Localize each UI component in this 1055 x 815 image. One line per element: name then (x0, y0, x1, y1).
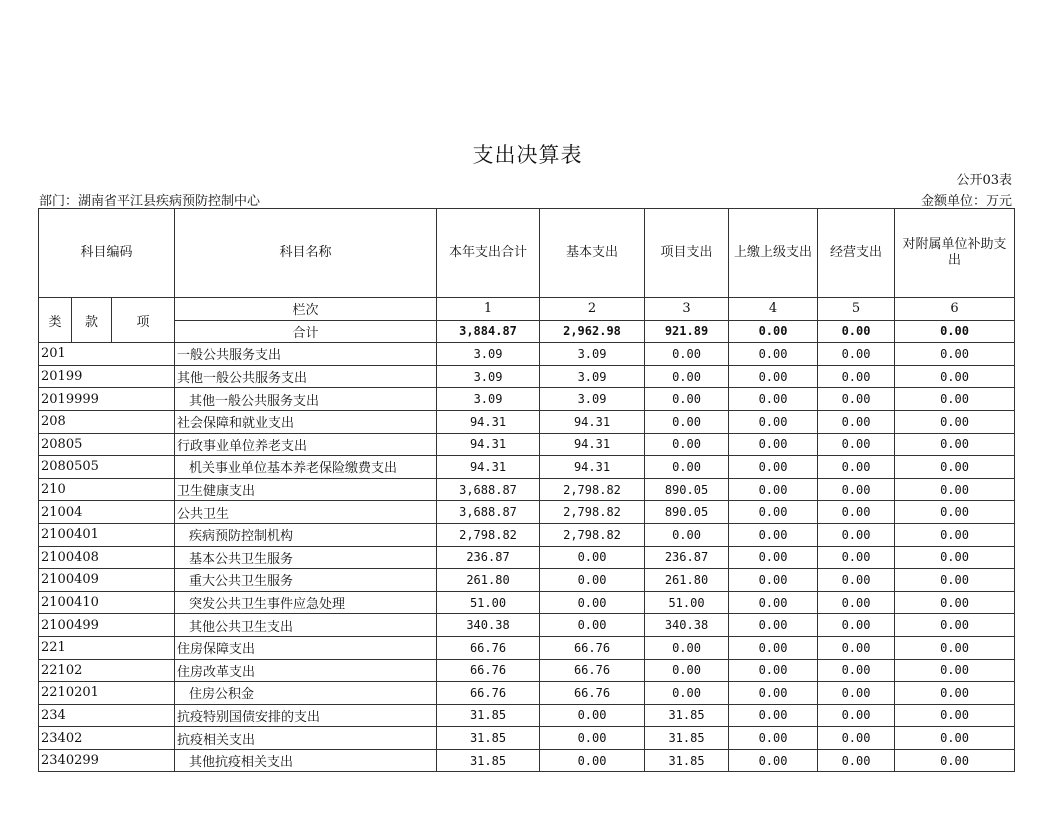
subject-name-cell: 基本公共卫生服务 (175, 546, 437, 569)
amount-cell: 3,688.87 (437, 501, 540, 524)
subject-name-cell: 住房公积金 (175, 682, 437, 705)
header-subject-code: 科目编码 (39, 209, 175, 298)
table-row (39, 388, 1015, 411)
header-subsidy: 对附属单位补助支出 (895, 209, 1015, 298)
amount-cell: 0.00 (895, 456, 1015, 479)
subject-code-cell: 2340299 (39, 749, 175, 772)
header-project: 项目支出 (645, 209, 729, 298)
table-row (39, 749, 1015, 772)
amount-cell: 0.00 (895, 343, 1015, 366)
amount-cell: 66.76 (540, 636, 645, 659)
amount-cell: 0.00 (818, 478, 895, 501)
amount-cell: 0.00 (818, 704, 895, 727)
subject-code-cell: 2080505 (39, 456, 175, 479)
amount-cell: 0.00 (895, 365, 1015, 388)
table-row (39, 501, 1015, 524)
header-lei: 类 (39, 298, 72, 343)
subject-code-cell: 234 (39, 704, 175, 727)
amount-cell: 0.00 (895, 546, 1015, 569)
subject-code-cell: 2019999 (39, 388, 175, 411)
subject-name-cell: 行政事业单位养老支出 (175, 433, 437, 456)
amount-cell: 66.76 (540, 659, 645, 682)
amount-cell: 0.00 (729, 727, 818, 750)
amount-cell: 2,798.82 (437, 523, 540, 546)
amount-cell: 0.00 (729, 523, 818, 546)
amount-cell: 94.31 (540, 433, 645, 456)
amount-cell: 94.31 (437, 433, 540, 456)
amount-cell: 66.76 (540, 682, 645, 705)
total-label: 合计 (175, 320, 437, 343)
header-kuan: 款 (72, 298, 112, 343)
header-upper: 上缴上级支出 (729, 209, 818, 298)
amount-cell: 0.00 (729, 569, 818, 592)
amount-cell: 66.76 (437, 659, 540, 682)
amount-cell: 0.00 (540, 591, 645, 614)
column-no: 3 (645, 298, 729, 321)
subject-name-cell: 公共卫生 (175, 501, 437, 524)
total-value: 0.00 (729, 320, 818, 343)
subject-code-cell: 2100408 (39, 546, 175, 569)
amount-cell: 890.05 (645, 501, 729, 524)
amount-cell: 66.76 (437, 636, 540, 659)
subject-name-cell: 机关事业单位基本养老保险缴费支出 (175, 456, 437, 479)
subject-code-cell: 2100401 (39, 523, 175, 546)
amount-cell: 0.00 (645, 433, 729, 456)
table-row (39, 365, 1015, 388)
amount-cell: 0.00 (895, 569, 1015, 592)
amount-cell: 0.00 (645, 343, 729, 366)
amount-cell: 0.00 (729, 682, 818, 705)
table-row (39, 614, 1015, 637)
amount-cell: 0.00 (895, 410, 1015, 433)
total-value: 921.89 (645, 320, 729, 343)
amount-cell: 0.00 (818, 433, 895, 456)
amount-cell: 51.00 (437, 591, 540, 614)
amount-cell: 3.09 (540, 388, 645, 411)
column-number-row (39, 298, 1015, 321)
amount-cell: 31.85 (437, 704, 540, 727)
amount-cell: 31.85 (437, 727, 540, 750)
column-no: 6 (895, 298, 1015, 321)
amount-cell: 0.00 (729, 388, 818, 411)
amount-cell: 31.85 (437, 749, 540, 772)
amount-cell: 0.00 (895, 749, 1015, 772)
amount-cell: 66.76 (437, 682, 540, 705)
table-row (39, 343, 1015, 366)
amount-cell: 0.00 (729, 478, 818, 501)
amount-cell: 0.00 (818, 749, 895, 772)
subject-code-cell: 21004 (39, 501, 175, 524)
amount-cell: 31.85 (645, 749, 729, 772)
table-row (39, 456, 1015, 479)
amount-cell: 0.00 (818, 614, 895, 637)
table-row (39, 478, 1015, 501)
amount-cell: 94.31 (437, 456, 540, 479)
amount-cell: 0.00 (729, 433, 818, 456)
amount-cell: 0.00 (895, 501, 1015, 524)
amount-cell: 0.00 (895, 727, 1015, 750)
amount-cell: 236.87 (645, 546, 729, 569)
subject-name-cell: 其他一般公共服务支出 (175, 365, 437, 388)
total-value: 3,884.87 (437, 320, 540, 343)
header-subject-name: 科目名称 (175, 209, 437, 298)
amount-cell: 3.09 (540, 343, 645, 366)
amount-cell: 0.00 (895, 636, 1015, 659)
amount-cell: 2,798.82 (540, 501, 645, 524)
amount-cell: 3,688.87 (437, 478, 540, 501)
amount-cell: 31.85 (645, 704, 729, 727)
table-row (39, 659, 1015, 682)
amount-cell: 0.00 (729, 614, 818, 637)
amount-cell: 0.00 (895, 659, 1015, 682)
amount-cell: 340.38 (437, 614, 540, 637)
header-row (39, 209, 1015, 298)
table-row (39, 636, 1015, 659)
subject-code-cell: 20199 (39, 365, 175, 388)
amount-cell: 0.00 (645, 365, 729, 388)
page-title: 支出决算表 (472, 143, 583, 167)
amount-cell: 0.00 (895, 614, 1015, 637)
amount-cell: 3.09 (437, 365, 540, 388)
amount-cell: 0.00 (818, 569, 895, 592)
subject-code-cell: 221 (39, 636, 175, 659)
amount-cell: 3.09 (437, 388, 540, 411)
header-total: 本年支出合计 (437, 209, 540, 298)
amount-cell: 0.00 (729, 546, 818, 569)
amount-cell: 0.00 (729, 636, 818, 659)
amount-cell: 0.00 (729, 591, 818, 614)
subject-code-cell: 201 (39, 343, 175, 366)
column-no: 5 (818, 298, 895, 321)
amount-cell: 0.00 (895, 704, 1015, 727)
amount-cell: 0.00 (818, 546, 895, 569)
amount-cell: 94.31 (540, 410, 645, 433)
amount-cell: 0.00 (645, 410, 729, 433)
amount-cell: 0.00 (645, 523, 729, 546)
table-row (39, 546, 1015, 569)
form-code: 公开03表 (956, 173, 1012, 188)
amount-cell: 2,798.82 (540, 478, 645, 501)
subject-name-cell: 社会保障和就业支出 (175, 410, 437, 433)
amount-cell: 0.00 (729, 343, 818, 366)
subject-code-cell: 2100410 (39, 591, 175, 614)
amount-cell: 3.09 (540, 365, 645, 388)
amount-cell: 0.00 (818, 501, 895, 524)
amount-cell: 2,798.82 (540, 523, 645, 546)
subject-code-cell: 210 (39, 478, 175, 501)
amount-cell: 890.05 (645, 478, 729, 501)
amount-cell: 0.00 (645, 456, 729, 479)
amount-cell: 0.00 (818, 659, 895, 682)
table-row (39, 433, 1015, 456)
subject-name-cell: 其他一般公共服务支出 (175, 388, 437, 411)
subject-name-cell: 卫生健康支出 (175, 478, 437, 501)
column-no-label: 栏次 (175, 298, 437, 321)
amount-cell: 0.00 (895, 682, 1015, 705)
amount-cell: 0.00 (729, 410, 818, 433)
subject-name-cell: 抗疫特别国债安排的支出 (175, 704, 437, 727)
total-value: 0.00 (895, 320, 1015, 343)
amount-cell: 0.00 (818, 591, 895, 614)
amount-cell: 340.38 (645, 614, 729, 637)
total-value: 0.00 (818, 320, 895, 343)
subject-name-cell: 抗疫相关支出 (175, 727, 437, 750)
amount-cell: 0.00 (729, 365, 818, 388)
subject-name-cell: 一般公共服务支出 (175, 343, 437, 366)
amount-cell: 0.00 (818, 523, 895, 546)
column-no: 2 (540, 298, 645, 321)
amount-cell: 0.00 (818, 343, 895, 366)
subject-code-cell: 20805 (39, 433, 175, 456)
table-row (39, 704, 1015, 727)
amount-cell: 0.00 (645, 388, 729, 411)
amount-cell: 0.00 (540, 614, 645, 637)
amount-cell: 0.00 (540, 727, 645, 750)
subject-name-cell: 住房改革支出 (175, 659, 437, 682)
table-row (39, 410, 1015, 433)
amount-cell: 51.00 (645, 591, 729, 614)
amount-cell: 0.00 (818, 410, 895, 433)
subject-code-cell: 2100409 (39, 569, 175, 592)
subject-name-cell: 重大公共卫生服务 (175, 569, 437, 592)
subject-code-cell: 23402 (39, 727, 175, 750)
amount-cell: 261.80 (645, 569, 729, 592)
amount-cell: 0.00 (818, 682, 895, 705)
amount-cell: 0.00 (540, 704, 645, 727)
subject-name-cell: 住房保障支出 (175, 636, 437, 659)
subject-name-cell: 其他公共卫生支出 (175, 614, 437, 637)
table-row (39, 727, 1015, 750)
amount-cell: 0.00 (645, 659, 729, 682)
amount-cell: 0.00 (818, 727, 895, 750)
total-row (39, 320, 1015, 343)
amount-cell: 0.00 (729, 501, 818, 524)
amount-cell: 261.80 (437, 569, 540, 592)
amount-cell: 236.87 (437, 546, 540, 569)
amount-cell: 0.00 (895, 433, 1015, 456)
amount-cell: 0.00 (895, 523, 1015, 546)
amount-cell: 3.09 (437, 343, 540, 366)
subject-name-cell: 其他抗疫相关支出 (175, 749, 437, 772)
expenditure-table (38, 208, 1015, 772)
subject-code-cell: 22102 (39, 659, 175, 682)
column-no: 1 (437, 298, 540, 321)
amount-cell: 0.00 (729, 704, 818, 727)
amount-cell: 0.00 (645, 682, 729, 705)
subject-code-cell: 2210201 (39, 682, 175, 705)
table-row (39, 523, 1015, 546)
amount-cell: 0.00 (895, 591, 1015, 614)
column-no: 4 (729, 298, 818, 321)
amount-cell: 0.00 (729, 659, 818, 682)
amount-cell: 94.31 (437, 410, 540, 433)
amount-cell: 0.00 (895, 388, 1015, 411)
table-row (39, 569, 1015, 592)
subject-name-cell: 疾病预防控制机构 (175, 523, 437, 546)
amount-cell: 0.00 (818, 388, 895, 411)
subject-code-cell: 208 (39, 410, 175, 433)
amount-cell: 0.00 (895, 478, 1015, 501)
subject-name-cell: 突发公共卫生事件应急处理 (175, 591, 437, 614)
table-row (39, 591, 1015, 614)
amount-cell: 0.00 (540, 749, 645, 772)
header-business: 经营支出 (818, 209, 895, 298)
amount-cell: 0.00 (540, 569, 645, 592)
amount-cell: 0.00 (540, 546, 645, 569)
amount-cell: 94.31 (540, 456, 645, 479)
table-row (39, 682, 1015, 705)
total-value: 2,962.98 (540, 320, 645, 343)
amount-cell: 0.00 (818, 636, 895, 659)
amount-cell: 0.00 (818, 456, 895, 479)
header-xiang: 项 (112, 298, 175, 343)
amount-cell: 0.00 (729, 456, 818, 479)
subject-code-cell: 2100499 (39, 614, 175, 637)
unit-label: 金额单位：万元 (920, 194, 1012, 209)
amount-cell: 31.85 (645, 727, 729, 750)
header-basic: 基本支出 (540, 209, 645, 298)
amount-cell: 0.00 (645, 636, 729, 659)
amount-cell: 0.00 (818, 365, 895, 388)
department-label: 部门：湖南省平江县疾病预防控制中心 (39, 194, 261, 209)
amount-cell: 0.00 (729, 749, 818, 772)
